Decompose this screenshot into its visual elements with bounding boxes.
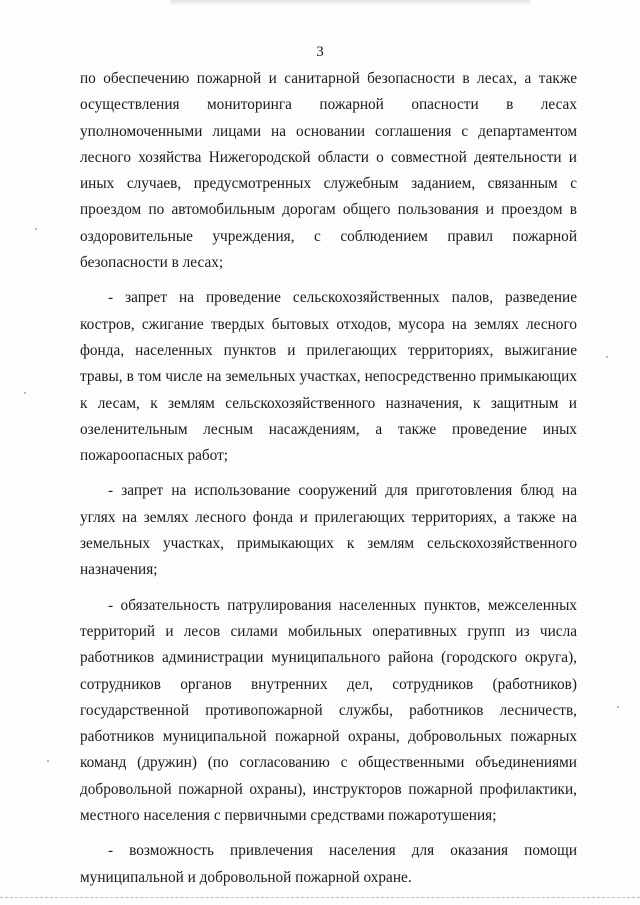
scan-speck — [24, 392, 26, 394]
scan-speck — [606, 356, 608, 358]
document-body — [80, 66, 577, 891]
paragraph-population-help: - возможность привлечения населения для оказания помощи муниципальной и добровольной пожарной охране. — [80, 842, 577, 886]
paragraph-patrolling: - обязательность патрулирования населенных пунктов, межселенных территорий и лесов силами мобильных оперативных групп из числа работников администрации муниципального района (городского округа), сотрудников органов внутренних дел, сотрудников (работников) государственной противопожарной службы, работников лесничеств, работников муниципальной пожарной охраны, добровольных пожарных команд (дружин) (по согласованию с общественными объединениями добровольной пожарной охраны), инструкторов пожарной профилактики, местного населения с первичными средствами пожаротушения; — [80, 596, 577, 825]
scan-speck — [35, 228, 37, 230]
paragraph-ban-grills: - запрет на использование сооружений для приготовления блюд на углях на землях лесного фонда и прилегающих территориях, а также на земельных участках, примыкающих к землям сельскохозяйственного назначения; — [80, 482, 577, 579]
scan-shadow-top — [170, 0, 530, 6]
scan-speck — [617, 706, 619, 708]
scan-speck — [47, 760, 49, 762]
page-number: 3 — [316, 44, 324, 60]
paragraph-ban-burning: - запрет на проведение сельскохозяйственных палов, разведение костров, сжигание твердых бытовых отходов, мусора на землях лесного фонда, населенных пунктов и прилегающих территориях, выжигание травы, в том числе на земельных участках, непосредственно примыкающих к лесам, к землям сельскохозяйственного назначения, к защитным и озеленительным лесным насаждениям, а также проведение иных пожароопасных работ; — [80, 289, 577, 465]
scan-edge-bottom — [0, 897, 640, 899]
paragraph-continuation: по обеспечению пожарной и санитарной безопасности в лесах, а также осуществления мониторинга пожарной опасности в лесах уполномоченными лицами на основании соглашения с департаментом лесного хозяйства Нижегородской области о совместной деятельности и иных случаев, предусмотренных служебным заданием, связанным с проездом по автомобильным дорогам общего пользования и проездом в оздоровительные учреждения, с соблюдением правил пожарной безопасности в лесах; — [80, 70, 577, 272]
